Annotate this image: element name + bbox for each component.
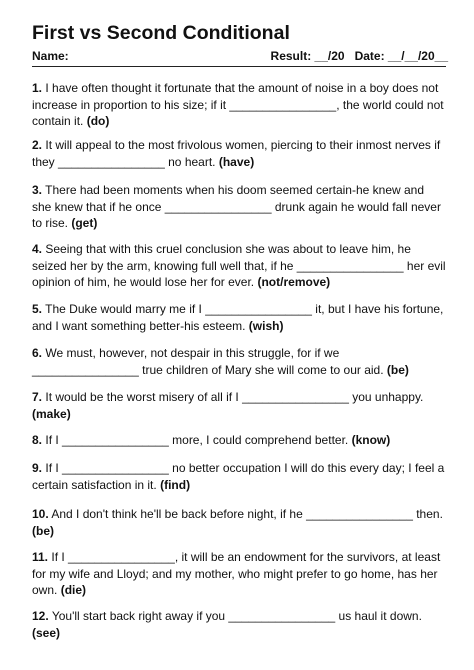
question-item [32,608,448,641]
question-line [32,582,448,599]
question-text: It would be the worst misery of all if I ________________ you unhappy. [45,390,424,404]
header-divider [32,66,446,67]
question-text: I have often thought it fortunate that the amount of noise in a boy does not [45,81,439,95]
question-line [32,113,448,130]
question-line [32,608,448,625]
date-label: Date: __/__/20__ [354,49,448,63]
question-text: It will appeal to the most frivolous women, piercing to their inmost nerves if [45,138,441,152]
question-text: If I ________________ no better occupation I will do this every day; I feel a [45,461,445,475]
question-number: 4. [32,242,43,256]
question-line [32,274,448,291]
question-line [32,80,448,97]
question-number: 5. [32,302,43,316]
question-line [32,318,448,335]
question-line [32,362,448,379]
question-line [32,506,448,523]
question-text: Seeing that with this cruel conclusion she was about to leave him, he [45,242,411,256]
verb-hint: (see) [32,625,61,640]
question-text: There had been moments when his doom seemed certain-he knew and [45,183,425,197]
question-item [32,137,448,170]
question-line [32,549,448,566]
question-line [32,432,448,449]
question-text: they ________________ no heart. [32,154,216,169]
result-date-group [271,48,448,64]
question-text: ________________ true children of Mary she will come to our aid. [32,362,384,377]
question-item [32,241,448,291]
question-number: 10. [32,507,49,521]
question-text: If I ________________, it will be an endowment for the survivors, at least [51,550,441,564]
question-item [32,460,448,493]
verb-hint: (get) [71,216,98,230]
question-text: And I don't think he'll be back before night, if he ________________ then. [51,507,443,521]
question-line [32,477,448,494]
student-info-row [32,48,448,64]
verb-hint: (know) [351,433,391,447]
question-line [32,182,448,199]
question-text: and I want something better-his esteem. [32,318,246,333]
question-text: increase in proportion to his size; if it ________________, the world could not [32,97,444,112]
question-text: opinion of him, he would lose her for ever. [32,275,255,289]
question-text: contain it. [32,114,84,128]
question-line [32,199,448,216]
question-item [32,389,448,422]
question-number: 3. [32,183,43,197]
question-text: We must, however, not despair in this struggle, for if we [45,346,340,360]
question-line [32,137,448,154]
verb-hint: (die) [60,583,87,597]
verb-hint: (do) [86,114,110,128]
question-line [32,154,448,171]
question-line [32,241,448,258]
question-text: for my wife and Lloyd; and my mother, who might prefer to go home, has her [32,566,438,581]
question-line [32,625,448,642]
question-text: to rise. [32,216,69,230]
verb-hint: (wish) [248,318,284,333]
verb-hint: (be) [386,362,409,377]
question-text: If I ________________ more, I could comprehend better. [45,433,349,447]
question-number: 11. [32,550,49,564]
question-line [32,215,448,232]
verb-hint: (be) [32,523,54,538]
verb-hint: (make) [32,406,71,421]
question-item [32,301,448,334]
question-line [32,406,448,423]
verb-hint: (have) [218,154,255,169]
result-label: Result: __/20 [270,49,345,63]
question-number: 9. [32,461,43,475]
question-number: 8. [32,433,43,447]
question-item [32,182,448,232]
question-number: 2. [32,138,43,152]
question-text: certain satisfaction in it. [32,477,157,492]
question-text: You'll start back right away if you ________________ us haul it down. [51,609,422,623]
question-text: The Duke would marry me if I ________________ it, but I have his fortune, [45,302,444,316]
question-item [32,506,448,539]
verb-hint: (find) [160,477,191,492]
question-number: 6. [32,346,43,360]
question-line [32,301,448,318]
question-line [32,97,448,114]
name-label: Name: [32,49,69,63]
question-line [32,460,448,477]
question-line [32,566,448,583]
question-line [32,258,448,275]
question-text: she knew that if he once ________________ drunk again he would fall never [32,199,441,214]
question-item [32,432,448,449]
question-line [32,345,448,362]
question-number: 7. [32,390,43,404]
verb-hint: (not/remove) [257,275,331,289]
question-item [32,80,448,130]
page-title: First vs Second Conditional [32,22,290,44]
question-line [32,389,448,406]
question-line [32,523,448,540]
question-text: seized her by the arm, knowing full well that, if he ________________ her evil [32,258,446,273]
question-item [32,345,448,378]
question-number: 1. [32,81,43,95]
question-number: 12. [32,609,49,623]
question-text: own. [32,583,58,597]
question-item [32,549,448,599]
